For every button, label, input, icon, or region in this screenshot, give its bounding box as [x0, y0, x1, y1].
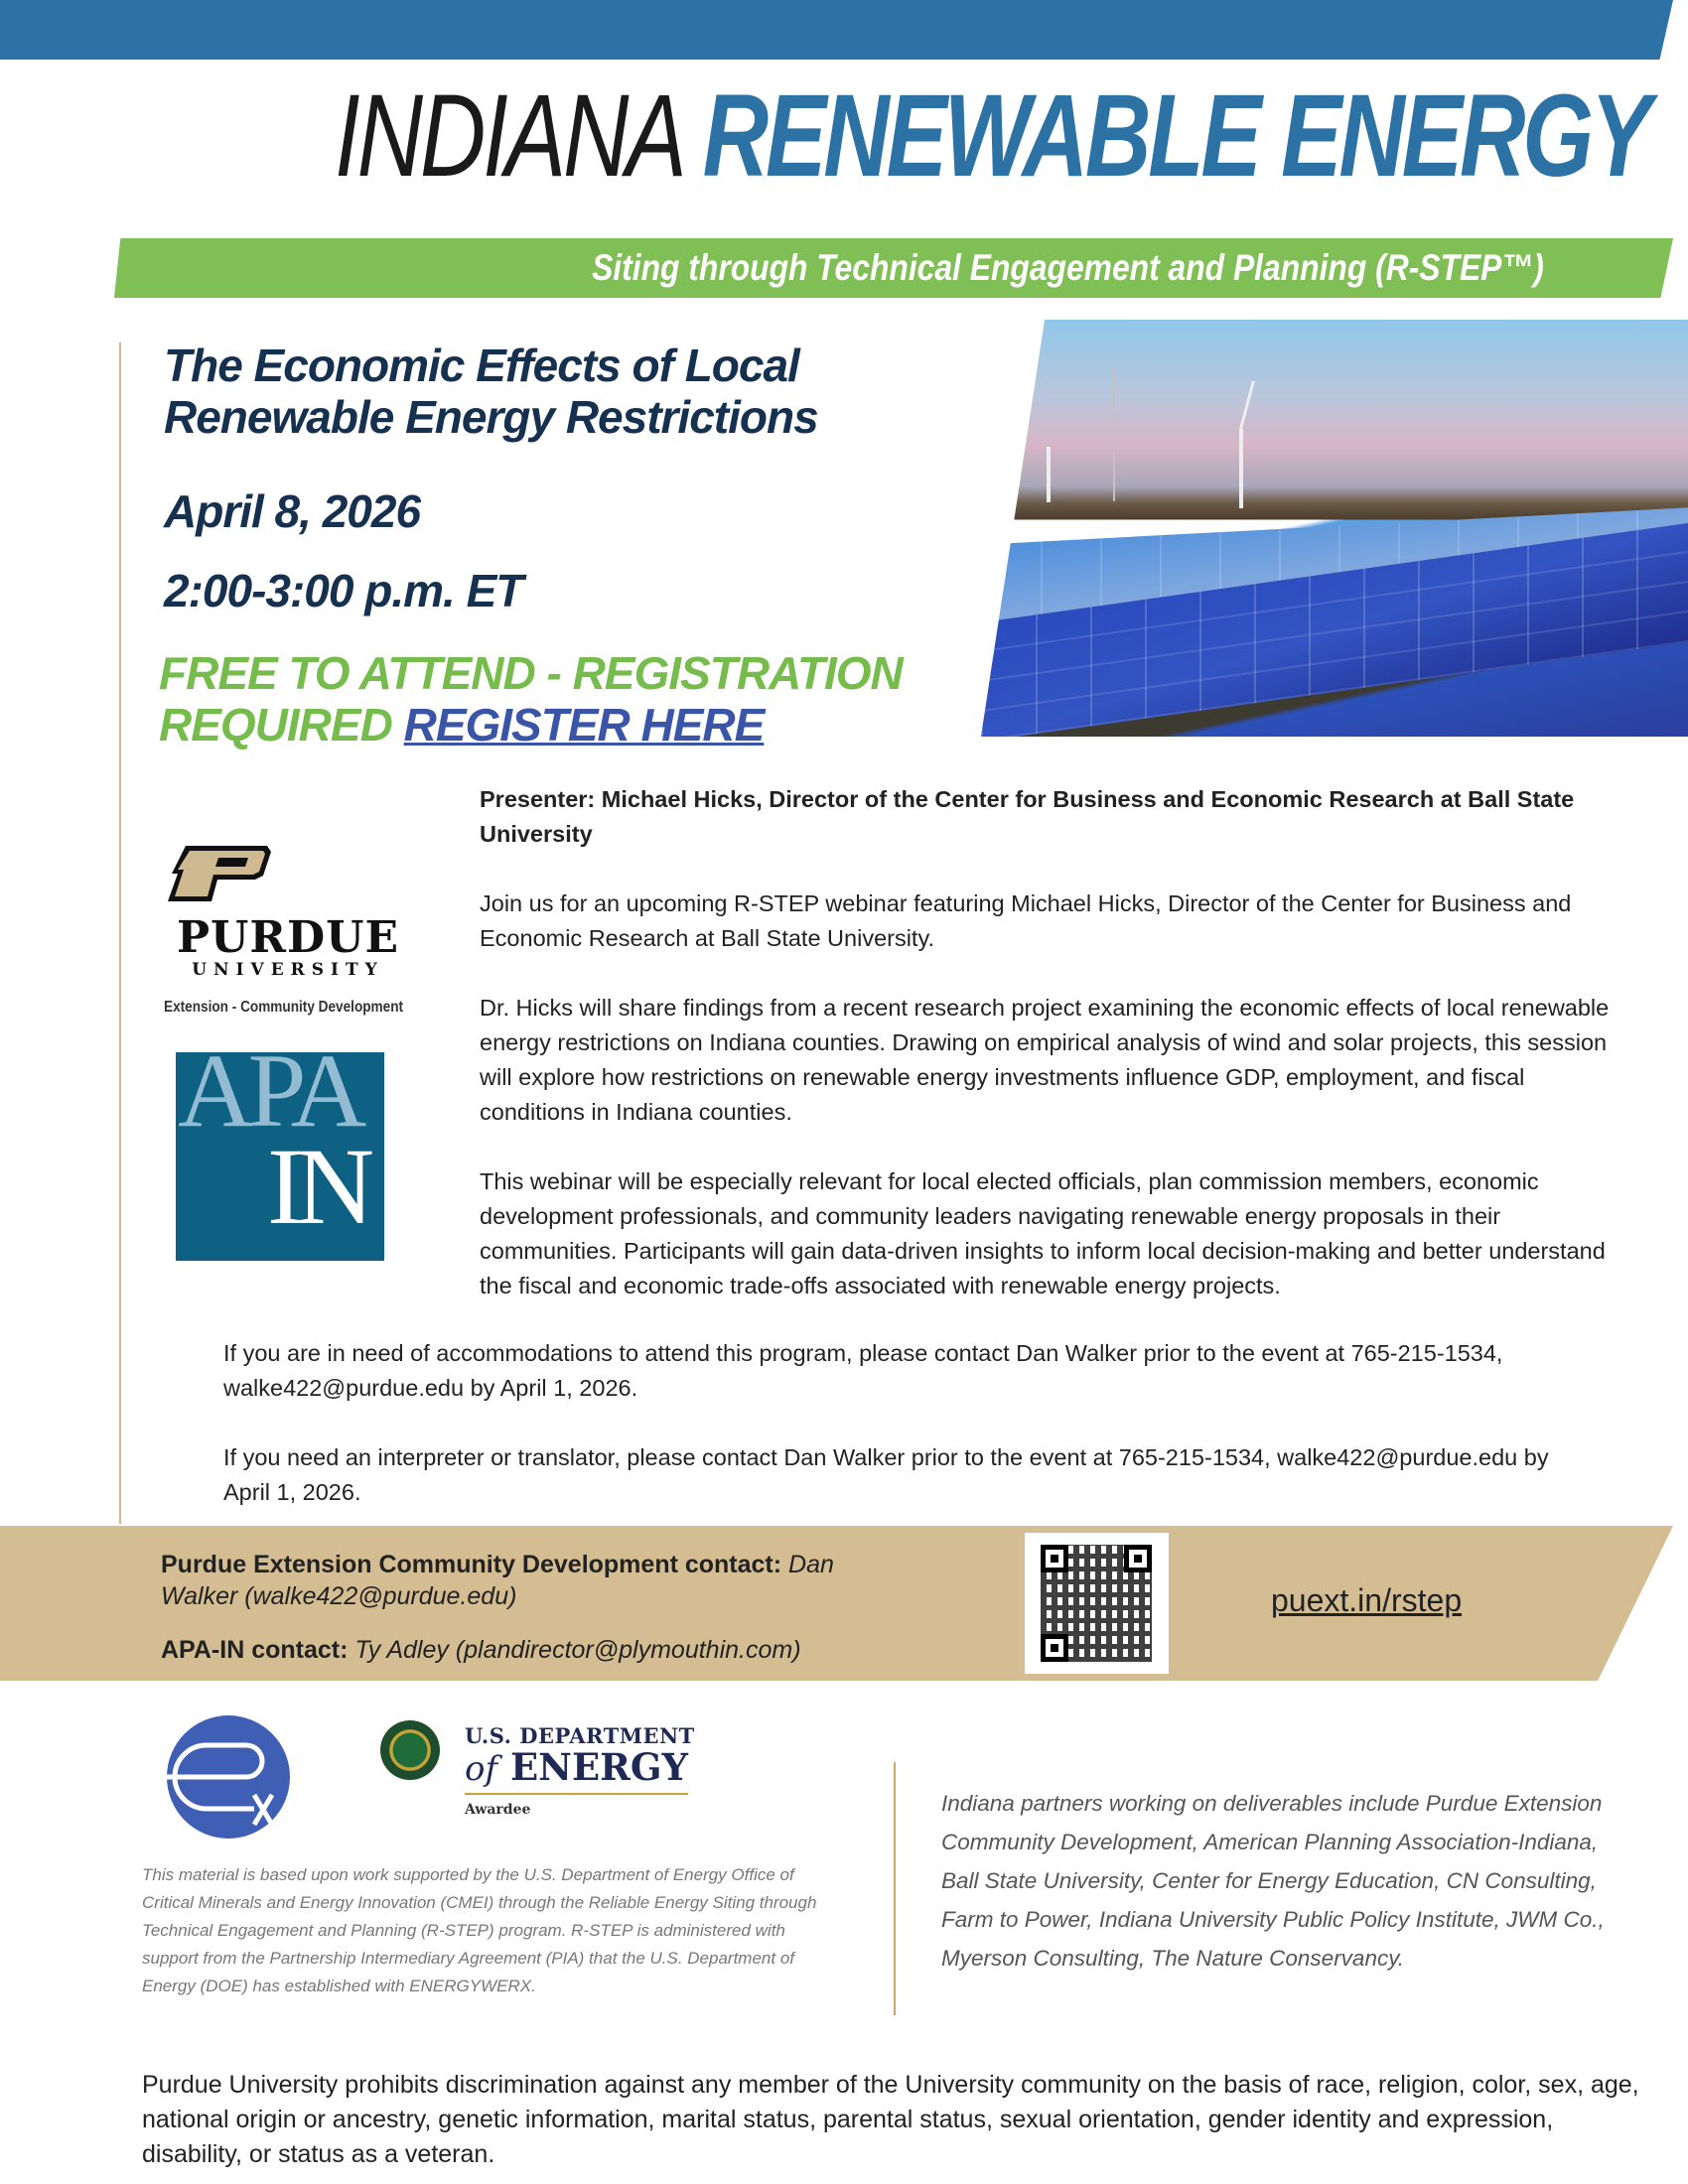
wind-turbine-icon [1047, 447, 1051, 502]
nondiscrimination-statement: Purdue University prohibits discrimination against any member of the University community on the basis of race, religion, color, sex, age, national origin or ancestry, genetic information, marital status, parental status, sexual orientation, gender identity and expression, disability, or status as a veteran. [142, 2071, 1639, 2168]
qr-code[interactable] [1025, 1533, 1169, 1674]
apa-contact [161, 1636, 801, 1665]
free-to-attend-text: FREE TO ATTEND - REGISTRATION REQUIRED [159, 647, 903, 751]
purdue-p-icon [164, 844, 273, 903]
partners-list: Indiana partners working on deliverables include Purdue Extension Community Development, American Planning Association-Indiana, Ball State University, Center for Energy Education, CN Consulting, Farm to Power, Indiana University Public Policy Institute, JWM Co., Myerson Consulting, The Nature Conservancy. [941, 1791, 1605, 1971]
interpreter-paragraph: If you need an interpreter or translator, please contact Dan Walker prior to the event at 765-215-1534, walke422@purdue.edu by April 1, 2026. [223, 1444, 1549, 1505]
doe-seal-icon [380, 1720, 440, 1780]
subtitle-text: Siting through Technical Engagement and Planning (R-STEP™) [592, 247, 1544, 288]
subtitle-text-wrap [114, 238, 1544, 298]
event-title: The Economic Effects of Local Renewable Energy Restrictions [164, 340, 818, 443]
apa-in-logo [176, 1052, 384, 1261]
purdue-wordmark: PURDUE [176, 912, 400, 963]
qr-finder-icon [1041, 1545, 1068, 1572]
left-divider-line [119, 342, 121, 1524]
footer-divider-line [894, 1762, 896, 2015]
page-title [335, 70, 1648, 202]
description-paragraph: Join us for an upcoming R-STEP webinar featuring Michael Hicks, Director of the Center for Business and Economic Research at Ball State University. [480, 890, 1572, 951]
qr-finder-icon [1124, 1545, 1152, 1572]
doe-line2 [465, 1745, 688, 1789]
solar-wind-photo [981, 320, 1688, 737]
register-here-link[interactable]: REGISTER HERE [403, 699, 765, 751]
turbine-blade-icon [1239, 380, 1255, 429]
purdue-logo [164, 844, 412, 980]
purdue-contact-name: Dan Walker (walke422@purdue.edu) [161, 1551, 834, 1610]
title-renewable-energy: RENEWABLE ENERGY [702, 70, 1648, 202]
qr-finder-icon [1041, 1634, 1068, 1662]
apa-contact-name: Ty Adley (plandirector@plymouthin.com) [354, 1636, 801, 1664]
wind-turbine-icon [1239, 429, 1243, 508]
accommodations-notice [223, 1336, 1574, 1545]
doe-energy: ENERGY [509, 1745, 688, 1789]
event-time: 2:00-3:00 p.m. ET [164, 565, 523, 616]
event-date: April 8, 2026 [164, 485, 421, 537]
funding-disclaimer: This material is based upon work supported by the U.S. Department of Energy Office of Critical Minerals and Energy Innovation (CMEI) through the Reliable Energy Siting through Technical Engagement and Planning (R-STEP) program. R-STEP is administered with support from the Partnership Intermediary Agreement (PIA) that the U.S. Department of Energy (DOE) has established with ENERGYWERX. [142, 1865, 817, 1995]
university-wordmark: UNIVERSITY [192, 960, 384, 980]
apa-logo-text: APA [178, 1052, 361, 1149]
presenter-line: Presenter: Michael Hicks, Director of the Center for Business and Economic Research at Ball State University [480, 786, 1575, 847]
ex-icon [167, 1715, 290, 1839]
energywerx-logo [167, 1715, 290, 1839]
title-indiana: INDIANA [335, 70, 681, 202]
radio-tower-icon [1113, 367, 1115, 501]
doe-awardee: Awardee [465, 1802, 531, 1818]
purdue-contact-label: Purdue Extension Community Development contact: [161, 1551, 782, 1578]
doe-of: of [465, 1749, 498, 1789]
in-logo-text: IN [267, 1126, 367, 1247]
purdue-contact [161, 1549, 915, 1612]
apa-contact-label: APA-IN contact: [161, 1636, 349, 1664]
top-blue-bar [0, 0, 1673, 60]
accommodations-paragraph: If you are in need of accommodations to attend this program, please contact Dan Walker prior to the event at 765-215-1534, walke422@purdue.edu by April 1, 2026. [223, 1340, 1503, 1401]
description-paragraph: Dr. Hicks will share findings from a recent research project examining the economic effects of local renewable energy restrictions on Indiana counties. Drawing on empirical analysis of wind and solar projects, this session will explore how restrictions on renewable energy investments influence GDP, employment, and fiscal conditions in Indiana counties. [480, 995, 1610, 1125]
description-paragraph: This webinar will be especially relevant for local elected officials, plan commission members, economic development professionals, and community leaders navigating renewable energy proposals in their communities. Participants will gain data-driven insights to inform local decision-making and better understand the fiscal and economic trade-offs associated with renewable energy projects. [480, 1168, 1606, 1298]
doe-line1: U.S. DEPARTMENT [465, 1723, 695, 1748]
event-description [480, 782, 1612, 1338]
registration-notice [159, 647, 953, 751]
doe-underline [465, 1793, 688, 1795]
rstep-url-link[interactable]: puext.in/rstep [1271, 1582, 1463, 1618]
extension-cd-label: Extension - Community Development [164, 999, 404, 1016]
